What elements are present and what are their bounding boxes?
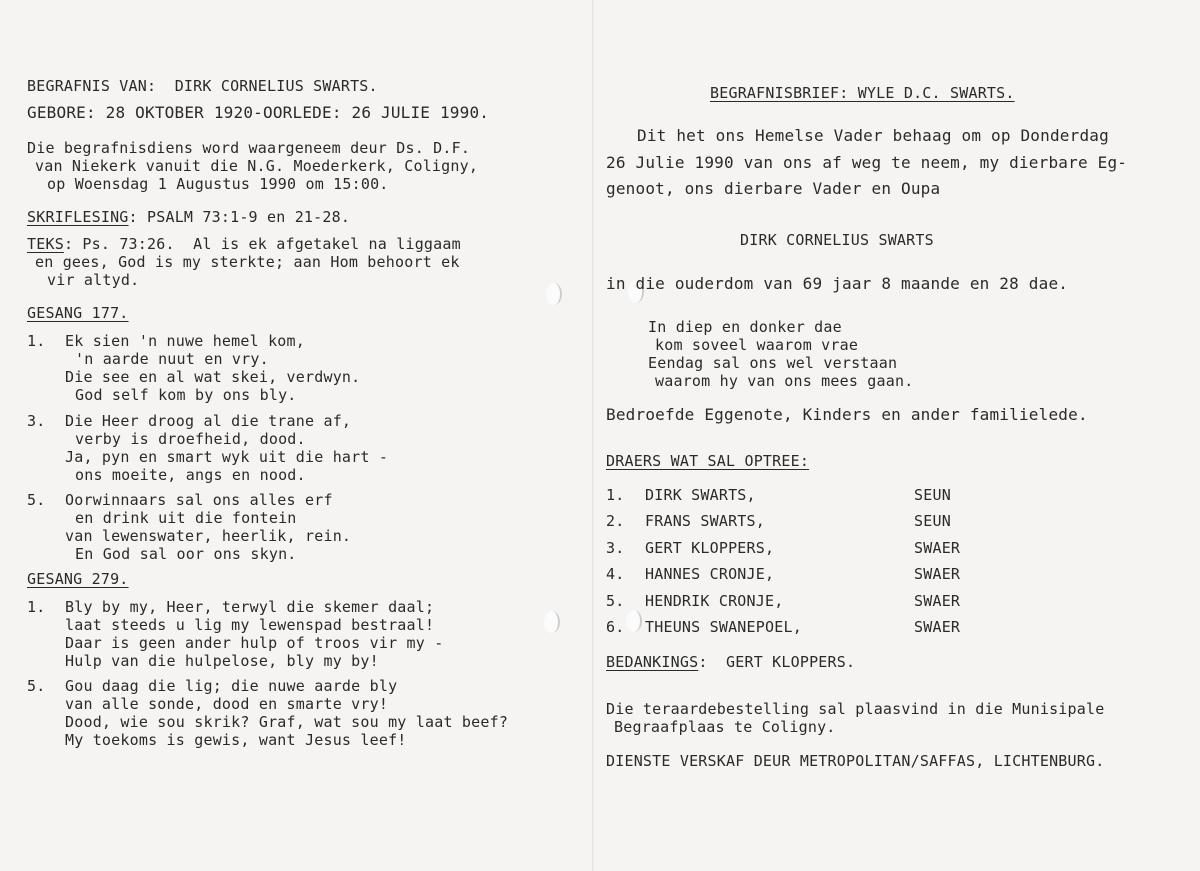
verse-line: Ek sien 'n nuwe hemel kom, (65, 332, 305, 350)
verse-line: verby is droefheid, dood. (75, 430, 306, 448)
intro-line-1: Dit het ons Hemelse Vader behaag om op Donderdag (637, 126, 1109, 145)
poem-line: kom soveel waarom vrae (655, 336, 859, 354)
poem-line: waarom hy van ons mees gaan. (655, 372, 914, 390)
bearer-number: 4. (606, 565, 625, 583)
verse-line: Oorwinnaars sal ons alles erf (65, 491, 333, 509)
text-line-2: en gees, God is my sterkte; aan Hom behoort ek (35, 253, 460, 271)
service-line-1: Die begrafnisdiens word waargeneem deur Ds. D.F. (27, 139, 471, 157)
verse-line: Ja, pyn en smart wyk uit die hart - (65, 448, 389, 466)
verse-line: 'n aarde nuut en vry. (75, 350, 269, 368)
page-fold (592, 0, 594, 871)
funeral-title: BEGRAFNIS VAN: DIRK CORNELIUS SWARTS. (27, 77, 378, 95)
bearer-number: 5. (606, 592, 625, 610)
punch-hole (626, 610, 642, 632)
bearer-name: GERT KLOPPERS, (645, 539, 775, 557)
verse-line: Die Heer droog al die trane af, (65, 412, 352, 430)
verse-line: van lewenswater, heerlik, rein. (65, 527, 352, 545)
poem-line: Eendag sal ons wel verstaan (648, 354, 898, 372)
verse-line: Bly by my, Heer, terwyl die skemer daal; (65, 598, 435, 616)
hymn-279-title: GESANG 279. (27, 570, 129, 588)
bearer-relation: SEUN (914, 486, 951, 504)
bearers-title: DRAERS WAT SAL OPTREE: (606, 452, 810, 470)
deceased-name: DIRK CORNELIUS SWARTS (740, 231, 934, 249)
verse-line: Gou daag die lig; die nuwe aarde bly (65, 677, 398, 695)
bearer-relation: SWAER (914, 565, 961, 583)
verse-line: Die see en al wat skei, verdwyn. (65, 368, 361, 386)
punch-hole (546, 283, 562, 305)
service-line-3: op Woensdag 1 Augustus 1990 om 15:00. (47, 175, 389, 193)
bearer-name: FRANS SWARTS, (645, 512, 765, 530)
verse-line: God self kom by ons bly. (75, 386, 297, 404)
thanks-line (606, 653, 855, 671)
scripture-reading-text: : PSALM 73:1-9 en 21-28. (128, 208, 351, 226)
verse-line: My toekoms is gewis, want Jesus leef! (65, 731, 407, 749)
letter-title: BEGRAFNISBRIEF: WYLE D.C. SWARTS. (710, 84, 1015, 102)
burial-line-1: Die teraardebestelling sal plaasvind in die Munisipale (606, 700, 1105, 718)
scripture-reading-label: SKRIFLESING (27, 208, 129, 226)
services-line: DIENSTE VERSKAF DEUR METROPOLITAN/SAFFAS, LICHTENBURG. (606, 752, 1105, 770)
verse-line: ons moeite, angs en nood. (75, 466, 306, 484)
text-content: : Ps. 73:26. Al is ek afgetakel na liggaam (63, 235, 461, 253)
bearer-relation: SWAER (914, 592, 961, 610)
thanks-label: BEDANKINGS (606, 653, 699, 671)
bearer-relation: SWAER (914, 539, 961, 557)
verse-line: laat steeds u lig my lewenspad bestraal! (65, 616, 435, 634)
age-line: in die ouderdom van 69 jaar 8 maande en 28 dae. (606, 274, 1069, 293)
bearer-number: 3. (606, 539, 625, 557)
verse-line: Dood, wie sou skrik? Graf, wat sou my laat beef? (65, 713, 509, 731)
hymn-279-verse-number: 1. (27, 598, 46, 616)
birth-death-dates: GEBORE: 28 OKTOBER 1920-OORLEDE: 26 JULIE 1990. (27, 103, 490, 122)
intro-line-2: 26 Julie 1990 van ons af weg te neem, my dierbare Eg- (606, 153, 1128, 172)
intro-line-3: genoot, ons dierbare Vader en Oupa (606, 179, 941, 198)
bearer-number: 1. (606, 486, 625, 504)
text-line-1 (27, 235, 461, 253)
scripture-reading (27, 208, 350, 226)
bearer-number: 6. (606, 618, 625, 636)
text-line-3: vir altyd. (47, 271, 140, 289)
hymn-279-verse-number: 5. (27, 677, 46, 695)
bearer-number: 2. (606, 512, 625, 530)
punch-hole (544, 611, 560, 633)
bearer-name: THEUNS SWANEPOEL, (645, 618, 802, 636)
verse-line: van alle sonde, dood en smarte vry! (65, 695, 389, 713)
burial-line-2: Begraafplaas te Coligny. (614, 718, 836, 736)
bearer-relation: SEUN (914, 512, 951, 530)
verse-line: Hulp van die hulpelose, bly my by! (65, 652, 379, 670)
thanks-text: : GERT KLOPPERS. (698, 653, 856, 671)
verse-line: en drink uit die fontein (75, 509, 297, 527)
hymn-177-verse-number: 5. (27, 491, 46, 509)
hymn-177-verse-number: 1. (27, 332, 46, 350)
service-line-2: van Niekerk vanuit die N.G. Moederkerk, Coligny, (35, 157, 479, 175)
verse-line: Daar is geen ander hulp of troos vir my - (65, 634, 444, 652)
bearer-name: DIRK SWARTS, (645, 486, 756, 504)
hymn-177-verse-number: 3. (27, 412, 46, 430)
family-line: Bedroefde Eggenote, Kinders en ander familielede. (606, 405, 1088, 424)
hymn-177-title: GESANG 177. (27, 304, 129, 322)
bearer-name: HANNES CRONJE, (645, 565, 775, 583)
bearer-name: HENDRIK CRONJE, (645, 592, 784, 610)
verse-line: En God sal oor ons skyn. (75, 545, 297, 563)
bearer-relation: SWAER (914, 618, 961, 636)
poem-line: In diep en donker dae (648, 318, 842, 336)
text-label: TEKS (27, 235, 64, 253)
